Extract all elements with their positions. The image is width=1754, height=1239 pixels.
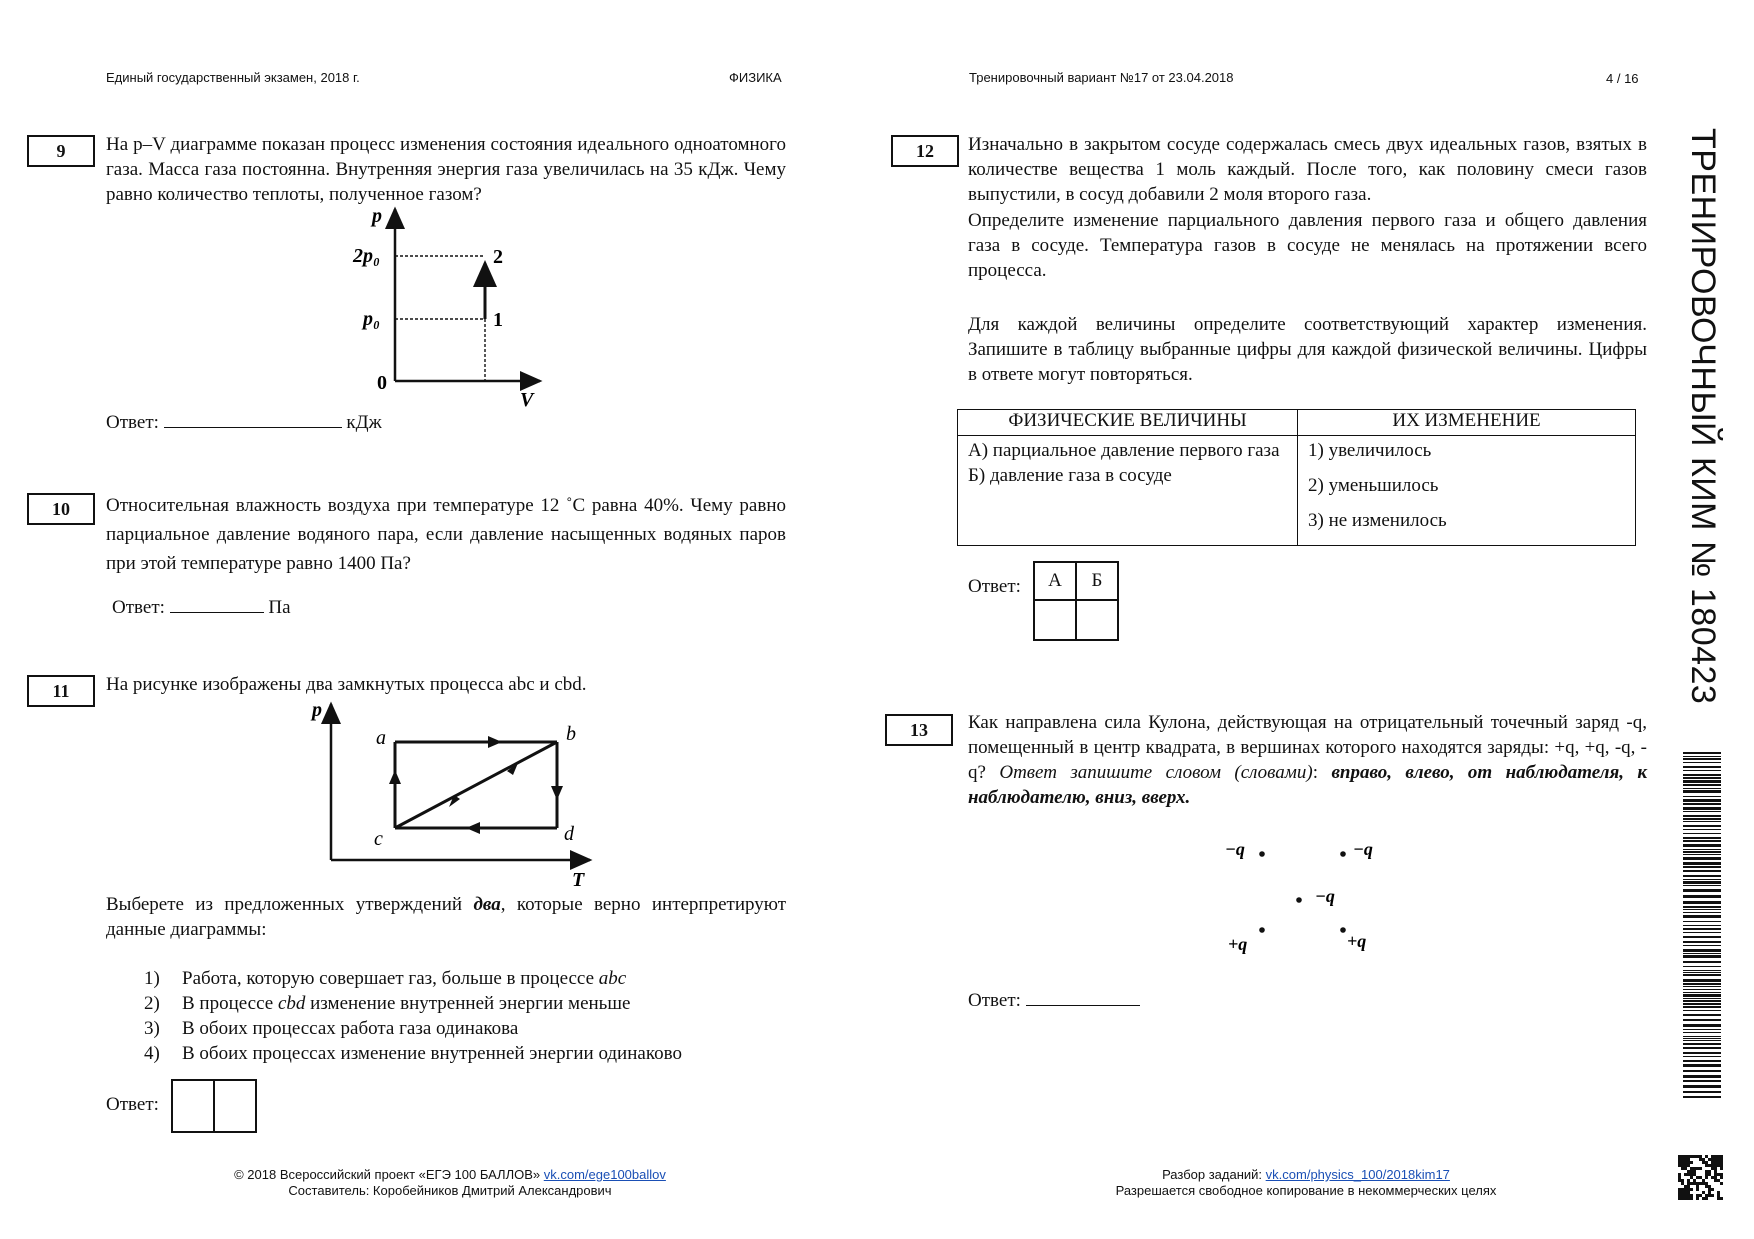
question-12-text: Изначально в закрытом сосуде содержалась смесь двух идеальных газов, взятых в количестве вещества 1 моль каждый. После того, как половину смеси газов выпустили, в сосуд добавили 2 моля второго газа. bbox=[968, 134, 1647, 205]
question-11-answer-cells bbox=[171, 1079, 257, 1133]
question-10-answer-row bbox=[112, 595, 291, 620]
charge-top-left-dot bbox=[1259, 851, 1265, 857]
footer-left bbox=[150, 1167, 750, 1199]
question-9-answer-row bbox=[106, 410, 382, 435]
change-2: 2) уменьшилось bbox=[1308, 475, 1439, 496]
question-11-pt-graph bbox=[300, 700, 600, 890]
barcode bbox=[1683, 752, 1723, 1100]
question-12-instructions: Для каждой величины определите соответствующий характер изменения. Запишите в таблицу выбранные цифры для каждой физической величины. Цифры в ответе могут повторяться. bbox=[968, 314, 1647, 385]
answer-col-b: Б bbox=[1076, 562, 1118, 600]
question-9-pv-graph bbox=[340, 203, 550, 413]
quantities-cell bbox=[958, 436, 1298, 546]
question-12-table bbox=[957, 409, 1636, 546]
question-13-answer-label: Ответ: bbox=[968, 990, 1021, 1011]
charge-bottom-right-dot bbox=[1340, 927, 1346, 933]
footer-left-link[interactable]: vk.com/ege100ballov bbox=[543, 1167, 666, 1182]
question-12-answer-label: Ответ: bbox=[968, 576, 1021, 597]
footer-copyright: © 2018 Всероссийский проект «ЕГЭ 100 БАЛЛОВ» bbox=[234, 1167, 544, 1182]
q13-instr: Ответ запишите словом (словами) bbox=[999, 762, 1313, 783]
col-header-changes: ИХ ИЗМЕНЕНИЕ bbox=[1298, 410, 1636, 436]
answer-cell-2[interactable] bbox=[214, 1080, 256, 1132]
question-9-number: 9 bbox=[27, 135, 95, 167]
footer-right bbox=[1006, 1167, 1606, 1199]
question-10-number: 10 bbox=[27, 493, 95, 525]
qr-code bbox=[1678, 1155, 1724, 1201]
p-axis-label: p bbox=[312, 700, 322, 721]
prompt-pre: Выберете из предложенных утверждений bbox=[106, 894, 474, 915]
question-10-unit: Па bbox=[268, 597, 291, 618]
charge-top-right-dot bbox=[1340, 851, 1346, 857]
footer-copying: Разрешается свободное копирование в некоммерческих целях bbox=[1115, 1183, 1497, 1198]
option-1: 1) Работа, которую совершает газ, больше в процессе abc bbox=[144, 968, 627, 989]
charge-bottom-right-label: +q bbox=[1347, 931, 1367, 951]
process-cb bbox=[395, 742, 557, 828]
question-13-text: Как направлена сила Кулона, действующая на отрицательный точечный заряд -q, помещенный в центр квадрата, в вершинах которого находятся заряды: +q, +q, -q, -q? Ответ запишите словом (словами): вправо, влево, от наблюдателя, к наблюдателю, вниз, вверх. bbox=[968, 712, 1648, 808]
question-10-answer-label: Ответ: bbox=[112, 597, 165, 618]
question-13-charges-figure bbox=[1215, 832, 1395, 962]
question-10-answer-field[interactable] bbox=[170, 595, 264, 613]
answer-col-a: А bbox=[1034, 562, 1076, 600]
question-9-answer-label: Ответ: bbox=[106, 412, 159, 433]
question-9-unit: кДж bbox=[346, 412, 382, 433]
question-12-text2: Определите изменение парциального давления первого газа и общего давления газа в сосуде. Температура газов в сосуде не менялась на протяжении всего процесса. bbox=[968, 210, 1647, 281]
side-title: ТРЕНИРОВОЧНЫЙ КИМ № 180423 bbox=[1684, 128, 1722, 705]
charge-center-label: −q bbox=[1315, 886, 1335, 906]
prompt-post: , которые верно интерпретируют данные диаграммы: bbox=[106, 894, 786, 940]
answer-cell-b[interactable] bbox=[1076, 600, 1118, 640]
p2-label: 2p₀ bbox=[353, 245, 380, 267]
answer-cell-a[interactable] bbox=[1034, 600, 1076, 640]
origin-label: 0 bbox=[377, 372, 387, 394]
answer-cell-1[interactable] bbox=[172, 1080, 214, 1132]
quantity-a: А) парциальное давление первого газа bbox=[968, 440, 1280, 461]
question-11-prompt bbox=[106, 892, 786, 942]
option-4: 4) В обоих процессах изменение внутренней энергии одинаково bbox=[144, 1043, 682, 1064]
option-2: 2) В процессе cbd изменение внутренней энергии меньше bbox=[144, 993, 631, 1014]
point-1-label: 1 bbox=[493, 309, 503, 331]
point-c-label: c bbox=[374, 828, 383, 850]
t-axis-label: T bbox=[572, 869, 585, 890]
q13-options: вправо, влево, от наблюдателя, к наблюдателю, вниз, вверх. bbox=[968, 762, 1648, 808]
charge-bottom-left-dot bbox=[1259, 927, 1265, 933]
question-12-number: 12 bbox=[891, 135, 959, 167]
question-13-answer-row bbox=[968, 988, 1140, 1013]
question-9-text: На p–V диаграмме показан процесс изменения состояния идеального одноатомного газа. Масса газа постоянна. Внутренняя энергия газа увеличилась на 35 кДж. Чему равно количество теплоты, полученное газом? bbox=[106, 134, 786, 205]
question-13-number: 13 bbox=[885, 714, 953, 746]
point-2-label: 2 bbox=[493, 246, 503, 268]
footer-author: Составитель: Коробейников Дмитрий Александрович bbox=[288, 1183, 612, 1198]
point-a-label: a bbox=[376, 727, 386, 749]
footer-analysis: Разбор заданий: bbox=[1162, 1167, 1266, 1182]
header-variant: Тренировочный вариант №17 от 23.04.2018 bbox=[969, 70, 1234, 85]
question-12-answer-table bbox=[1033, 561, 1119, 641]
q13-text-main: Как направлена сила Кулона, действующая на отрицательный точечный заряд -q, помещенный в центр квадрата, в вершинах которого находятся заряды: +q, +q, -q, -q? bbox=[968, 712, 1647, 783]
point-d-label: d bbox=[564, 823, 574, 845]
question-13-answer-field[interactable] bbox=[1026, 988, 1140, 1006]
v-axis-label: V bbox=[520, 389, 534, 411]
point-b-label: b bbox=[566, 723, 576, 745]
question-11-number: 11 bbox=[27, 675, 95, 707]
option-3: 3) В обоих процессах работа газа одинакова bbox=[144, 1018, 519, 1039]
charge-bottom-left-label: +q bbox=[1228, 934, 1248, 954]
changes-cell bbox=[1298, 436, 1636, 546]
header-page: 4 / 16 bbox=[1606, 71, 1639, 86]
p-axis-label: p bbox=[372, 205, 382, 227]
header-subject: ФИЗИКА bbox=[729, 70, 782, 85]
charge-top-right-label: −q bbox=[1353, 839, 1373, 859]
question-11-answer-label: Ответ: bbox=[106, 1094, 159, 1115]
footer-right-link[interactable]: vk.com/physics_100/2018kim17 bbox=[1265, 1167, 1450, 1182]
charge-top-left-label: −q bbox=[1225, 839, 1245, 859]
header-exam: Единый государственный экзамен, 2018 г. bbox=[106, 70, 360, 85]
question-9-answer-field[interactable] bbox=[164, 410, 342, 428]
charge-center-dot bbox=[1296, 897, 1302, 903]
question-11-options bbox=[144, 966, 784, 1066]
question-11-text: На рисунке изображены два замкнутых процесса abc и cbd. bbox=[106, 674, 587, 695]
change-3: 3) не изменилось bbox=[1308, 510, 1447, 531]
prompt-bold: два bbox=[473, 894, 501, 915]
p0-label: p₀ bbox=[363, 308, 380, 330]
question-10-text: Относительная влажность воздуха при температуре 12 ˚С равна 40%. Чему равно парциальное давление водяного пара, если давление насыщенных водяных паров при этой температуре равно 1400 Па? bbox=[106, 495, 786, 574]
quantity-b: Б) давление газа в сосуде bbox=[968, 465, 1172, 486]
col-header-quantities: ФИЗИЧЕСКИЕ ВЕЛИЧИНЫ bbox=[958, 410, 1298, 436]
change-1: 1) увеличилось bbox=[1308, 440, 1432, 461]
